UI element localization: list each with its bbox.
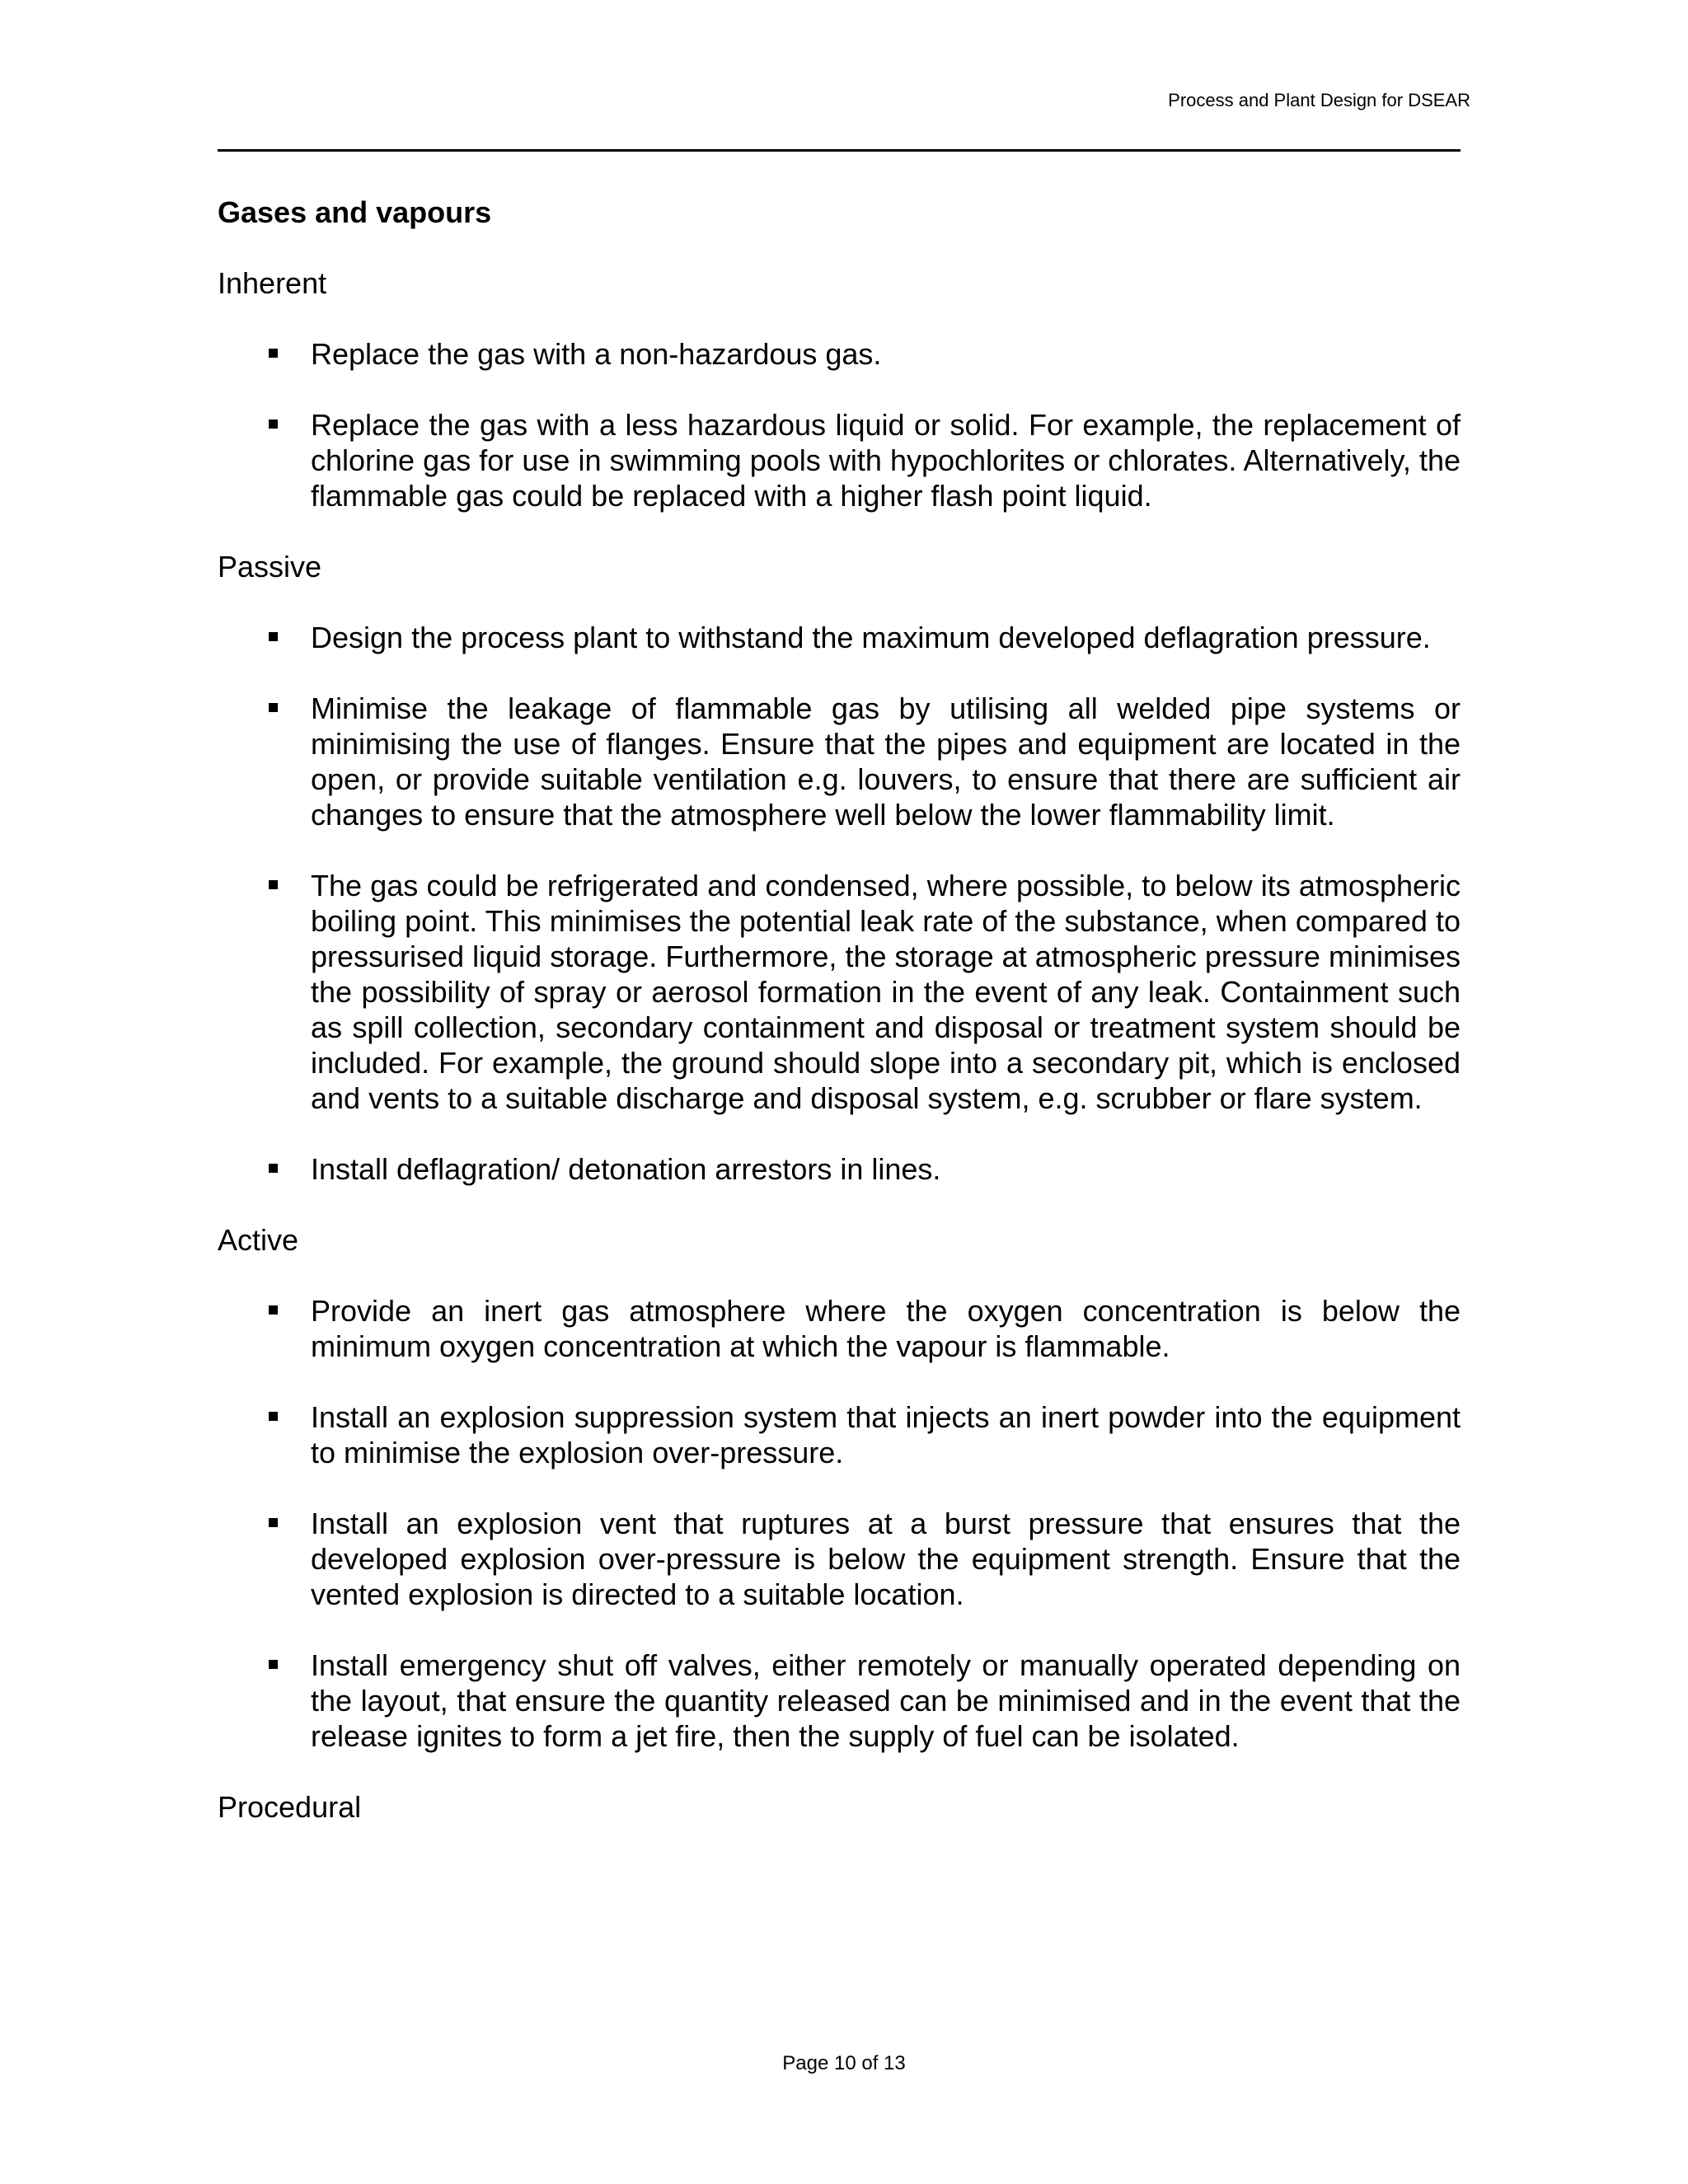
bullet-item bbox=[218, 620, 1461, 655]
running-header: Process and Plant Design for DSEAR bbox=[1168, 90, 1470, 110]
bullet-text: Design the process plant to withstand the maximum developed deflagration pressure. bbox=[311, 621, 1431, 654]
square-bullet-icon bbox=[269, 1518, 278, 1527]
square-bullet-icon bbox=[269, 1164, 278, 1173]
square-bullet-icon bbox=[269, 1305, 278, 1315]
bullet-text: Install deflagration/ detonation arrestors in lines. bbox=[311, 1152, 941, 1186]
square-bullet-icon bbox=[269, 349, 278, 358]
bullet-text: Replace the gas with a non-hazardous gas. bbox=[311, 337, 882, 371]
section-title: Gases and vapours bbox=[218, 195, 492, 229]
bullet-text: Install an explosion vent that ruptures at a burst pressure that ensures that the developed explosion over-pressure is below the equipment strength. Ensure that the vented explosion is directed to a suitable location. bbox=[311, 1507, 1461, 1611]
square-bullet-icon bbox=[269, 880, 278, 889]
document-body bbox=[218, 194, 1461, 1860]
subheading-active: Active bbox=[218, 1223, 299, 1257]
bullet-item bbox=[218, 407, 1461, 513]
bullet-item bbox=[218, 1506, 1461, 1612]
bullet-list-active bbox=[218, 1293, 1461, 1754]
square-bullet-icon bbox=[269, 1660, 278, 1669]
bullet-item bbox=[218, 1293, 1461, 1364]
bullet-text: Install an explosion suppression system that injects an inert powder into the equipment to minimise the explosion over-pressure. bbox=[311, 1400, 1461, 1469]
bullet-text: The gas could be refrigerated and condensed, where possible, to below its atmospheric boiling point. This minimises the potential leak rate of the substance, when compared to pressurised liquid storage. Furthermore, the storage at atmospheric pressure minimises the possibility of spray or aerosol formation in the event of any leak. Containment such as spill collection, secondary containment and disposal or treatment system should be included. For example, the ground should slope into a secondary pit, which is enclosed and vents to a suitable discharge and disposal system, e.g. scrubber or flare system. bbox=[311, 869, 1461, 1115]
bullet-list-inherent bbox=[218, 336, 1461, 513]
bullet-item bbox=[218, 868, 1461, 1116]
subheading-passive: Passive bbox=[218, 550, 322, 583]
bullet-item bbox=[218, 1399, 1461, 1470]
bullet-item bbox=[218, 691, 1461, 832]
bullet-item bbox=[218, 1647, 1461, 1754]
square-bullet-icon bbox=[269, 632, 278, 641]
bullet-item bbox=[218, 336, 1461, 372]
square-bullet-icon bbox=[269, 419, 278, 429]
page-number: Page 10 of 13 bbox=[782, 2052, 906, 2074]
bullet-item bbox=[218, 1151, 1461, 1187]
bullet-text: Install emergency shut off valves, either remotely or manually operated depending on the layout, that ensure the quantity released can be minimised and in the event that the release ignites to form a jet fire, then the supply of fuel can be isolated. bbox=[311, 1648, 1461, 1753]
bullet-text: Provide an inert gas atmosphere where the oxygen concentration is below the minimum oxygen concentration at which the vapour is flammable. bbox=[311, 1294, 1461, 1363]
square-bullet-icon bbox=[269, 1412, 278, 1421]
subheading-inherent: Inherent bbox=[218, 266, 327, 300]
subheading-procedural: Procedural bbox=[218, 1790, 362, 1824]
bullet-list-passive bbox=[218, 620, 1461, 1187]
square-bullet-icon bbox=[269, 703, 278, 712]
bullet-text: Minimise the leakage of flammable gas by utilising all welded pipe systems or minimising the use of flanges. Ensure that the pipes and equipment are located in the open, or provide suitable ventilation e.g. louvers, to ensure that there are sufficient air changes to ensure that the atmosphere well below the lower flammability limit. bbox=[311, 691, 1461, 832]
header-rule bbox=[218, 149, 1461, 152]
bullet-text: Replace the gas with a less hazardous liquid or solid. For example, the replacement of chlorine gas for use in swimming pools with hypochlorites or chlorates. Alternatively, the flammable gas could be replaced with a higher flash point liquid. bbox=[311, 408, 1461, 513]
